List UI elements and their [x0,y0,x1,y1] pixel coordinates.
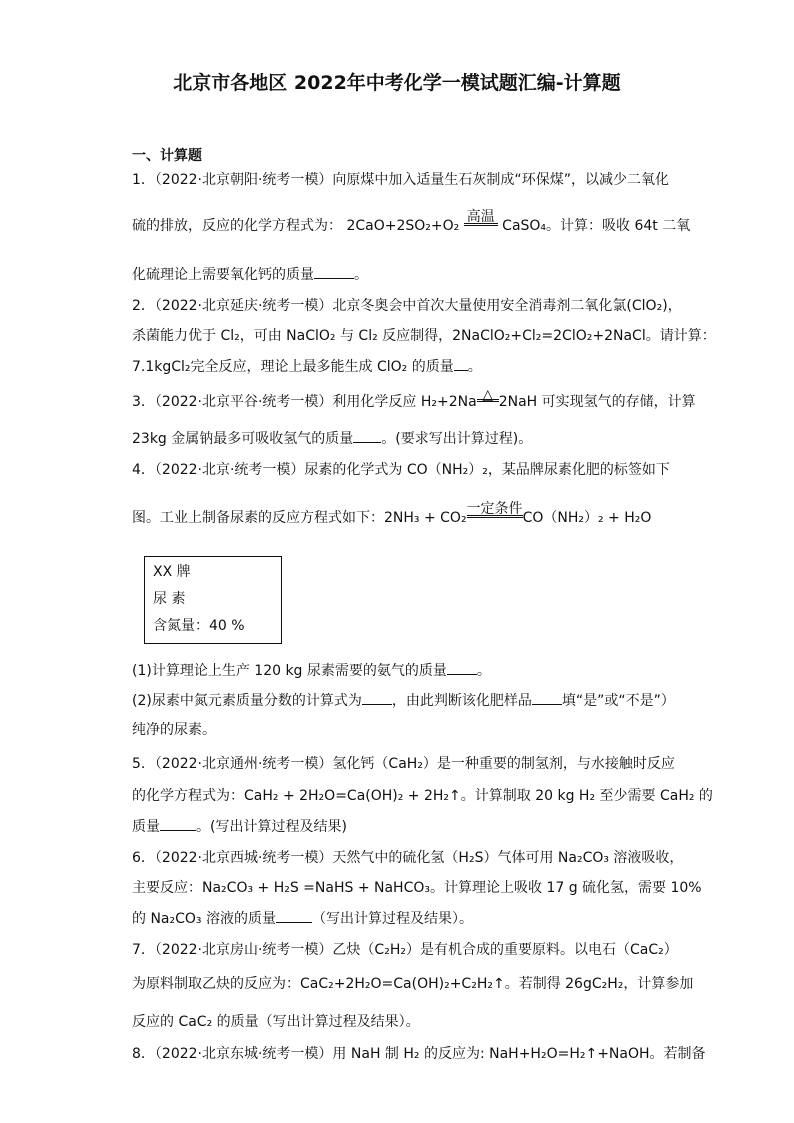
q7-line-2: 为原料制取乙炔的反应为：CaC₂+2H₂O=Ca(OH)₂+C₂H₂↑。若制得 26gC₂H₂，计算参加 [132,976,694,992]
q4-condition: 一定条件 [466,501,523,517]
q1-text: 硫的排放，反应的化学方程式为： [132,218,342,234]
q6-line-3: 的 Na₂CO₃ 溶液的质量 （写出计算过程及结果）。 [132,908,473,929]
label-brand: XX 牌 [153,564,191,580]
q5-line-1: 5．（2022·北京通州·统考一模）氢化钙（CaH₂）是一种重要的制氢剂，与水接触时反应 [132,756,675,772]
q6-line-1: 6．（2022·北京西城·统考一模）天然气中的硫化氢（H₂S）气体可用 Na₂CO₃ 溶液吸收， [132,850,684,866]
q7-line-3: 反应的 CaC₂ 的质量（写出计算过程及结果）。 [132,1014,420,1030]
q7-line-1: 7．（2022·北京房山·统考一模）乙炔（C₂H₂）是有机合成的重要原料。以电石（CaC₂） [132,942,678,958]
answer-blank [532,690,562,705]
q1-line-1: 1．（2022·北京朝阳·统考一模）向原煤中加入适量生石灰制成“环保煤”，以减少二氧化 [132,172,669,188]
q3-condition: △ [477,403,499,406]
q6-line-2: 主要反应：Na₂CO₃ + H₂S =NaHS + NaHCO₃。计算理论上吸收 17 g 硫化氢，需要 10% [132,880,702,896]
q1-condition: 高温 [464,227,498,230]
document-title: 北京市各地区 2022年中考化学一模试题汇编-计算题 [173,72,621,94]
q5-line-2: 的化学方程式为：CaH₂ + 2H₂O=Ca(OH)₂ + 2H₂↑。计算制取 20 kg H₂ 至少需要 CaH₂ 的 [132,788,713,804]
answer-blank [362,690,392,705]
q8-line-1: 8．（2022·北京东城·统考一模）用 NaH 制 H₂ 的反应为: NaH+H₂O=H₂↑+NaOH。若制备 [132,1046,706,1062]
answer-blank [314,264,354,279]
q2-line-3: 7.1kgCl₂完全反应，理论上最多能生成 ClO₂ 的质量 。 [132,356,482,377]
label-product: 尿 素 [153,591,186,607]
q1-line-3: 化硫理论上需要氧化钙的质量 。 [132,264,368,285]
q2-line-1: 2．（2022·北京延庆·统考一模）北京冬奥会中首次大量使用安全消毒剂二氧化氯(ClO₂)， [132,298,682,314]
answer-blank [454,356,468,371]
answer-blank [276,908,312,923]
q3-line-1: 3．（2022·北京平谷·统考一模）利用化学反应 H₂+2Na △ 2NaH 可实现氢气的存储，计算 [132,387,696,410]
q5-line-3: 质量 。(写出计算过程及结果) [132,816,347,837]
q4-sub-2-cont: 纯净的尿素。 [132,722,216,738]
label-nitrogen-content: 含氮量：40 % [153,618,245,634]
q4-line-1: 4．（2022·北京·统考一模）尿素的化学式为 CO（NH₂）₂，某品牌尿素化肥的标签如下 [132,462,670,478]
q3-line-2: 23kg 金属钠最多可吸收氢气的质量 。(要求写出计算过程)。 [132,428,532,449]
answer-blank [353,428,381,443]
section-heading: 一、计算题 [132,148,202,164]
answer-blank [160,816,196,831]
q1-equation-left: 2CaO+2SO₂+O₂ [346,218,460,234]
answer-blank [447,660,477,675]
q4-line-2: 图。工业上制备尿素的反应方程式如下：2NH₃ + CO₂ 一定条件 CO（NH₂）₂ + H₂O [132,501,652,526]
fertilizer-label [144,556,282,644]
q1-equation-right: CaSO₄。计算：吸收 64t 二氧 [502,218,691,234]
q2-line-2: 杀菌能力优于 Cl₂，可由 NaClO₂ 与 Cl₂ 反应制得，2NaClO₂+Cl₂=2ClO₂+2NaCl。请计算： [132,328,716,344]
q4-sub-1: (1)计算理论上生产 120 kg 尿素需要的氨气的质量 。 [132,660,491,681]
q4-sub-2: (2)尿素中氮元素质量分数的计算式为 ，由此判断该化肥样品 填“是”或“不是”） [132,690,675,711]
q1-line-2 [132,209,691,236]
